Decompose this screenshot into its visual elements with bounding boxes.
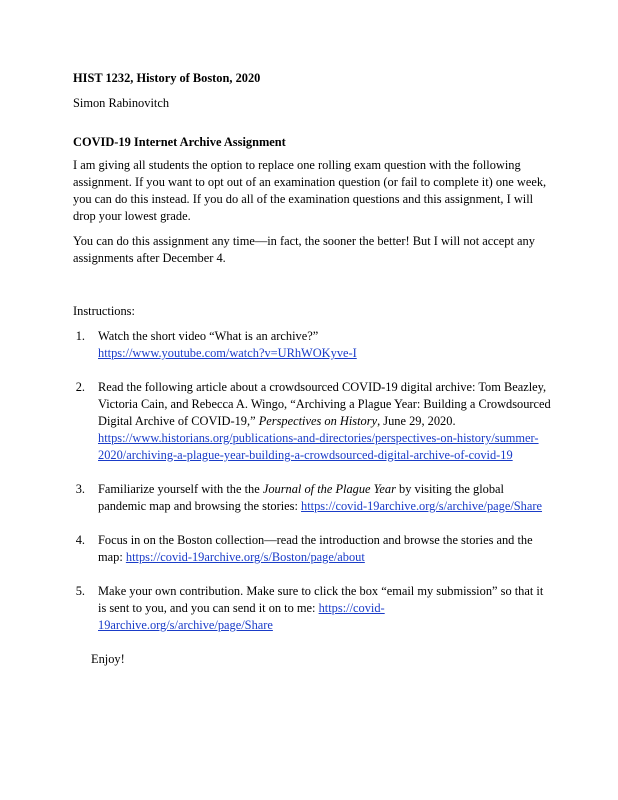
deadline-paragraph: You can do this assignment any time—in fact, the sooner the better! But I will not accept any assignments after December 4. (73, 234, 535, 265)
boston-collection-link[interactable]: https://covid-19archive.org/s/Boston/page/about (125, 550, 365, 564)
instructions-label: Instructions: (73, 304, 135, 318)
list-item (73, 532, 553, 566)
journal-title: Journal of the Plague Year (262, 482, 396, 496)
item-number: 4. (75, 533, 85, 547)
intro-paragraph: I am giving all students the option to replace one rolling exam question with the following assignment. If you want to opt out of an examination question (or fail to complete it) one week, you can do this instead. If you do all of the examination questions and this assignment, I will drop your lowest grade. (73, 158, 547, 223)
item-text: Read the following article about a crowdsourced COVID-19 digital archive: Tom Beazley, Victoria Cain, and Rebecca A. Wingo, “Archiving a Plague Year: Building a Crowdsourced Digital Archive of COVID-19,” (98, 380, 551, 428)
course-title: HIST 1232, History of Boston, 2020 (73, 71, 261, 85)
list-item (73, 583, 553, 634)
item-number: 2. (75, 380, 85, 394)
author-name: Simon Rabinovitch (73, 96, 170, 110)
item-number: 1. (75, 329, 85, 343)
item-number: 3. (75, 482, 85, 496)
item-text-after: , June 29, 2020. (377, 414, 456, 428)
list-item (73, 481, 553, 515)
item-text: Watch the short video “What is an archive?” (98, 329, 319, 343)
article-link[interactable]: https://www.historians.org/publications-and-directories/perspectives-on-history/summer-2020/archiving-a-plague-year-building-a-crowdsourced-digital-archive-of-covid-19 (98, 431, 539, 462)
assignment-heading: COVID-19 Internet Archive Assignment (73, 135, 286, 149)
archive-share-link[interactable]: https://covid-19archive.org/s/archive/page/Share (301, 499, 543, 513)
item-text: Familiarize yourself with the the (98, 482, 263, 496)
item-text-after: by visiting the global pandemic map and browsing the stories: (98, 482, 504, 513)
closing-text: Enjoy! (91, 652, 125, 666)
instructions-list (73, 328, 553, 634)
contribution-link[interactable]: https://covid-19archive.org/s/archive/page/Share (98, 601, 385, 632)
list-item (73, 379, 553, 464)
document-page (73, 70, 553, 668)
item-number: 5. (75, 584, 85, 598)
item-text: Make your own contribution. Make sure to click the box “email my submission” so that it is sent to you, and you can send it on to me: (98, 584, 544, 615)
list-item (73, 328, 553, 362)
video-link[interactable]: https://www.youtube.com/watch?v=URhWOKyve-I (98, 346, 357, 360)
item-text: Focus in on the Boston collection—read the introduction and browse the stories and the map: (98, 533, 533, 564)
journal-title: Perspectives on History (258, 414, 378, 428)
